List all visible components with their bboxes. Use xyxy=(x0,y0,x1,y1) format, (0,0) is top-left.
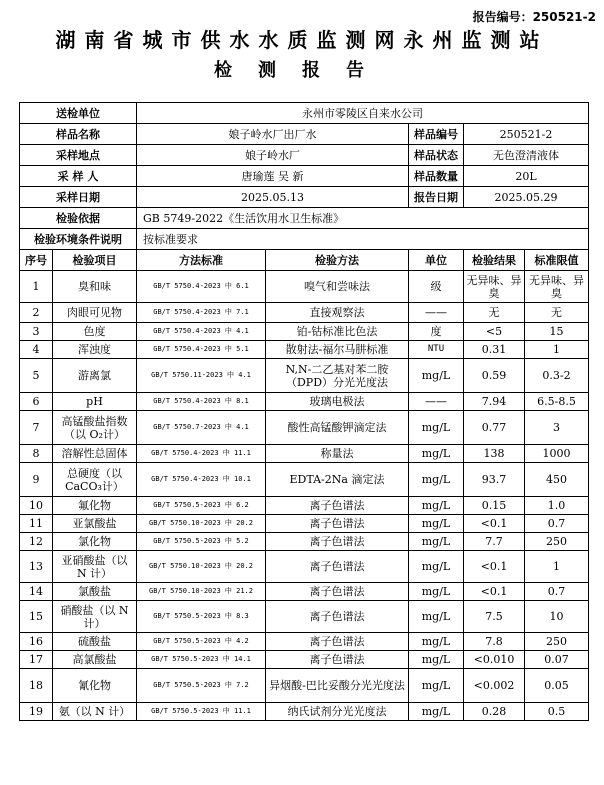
standard-limit: 250 xyxy=(525,633,589,651)
table-row xyxy=(20,551,589,583)
test-item: 氨（以 N 计） xyxy=(53,703,137,721)
report-number: 报告编号：250521-2 xyxy=(472,10,596,24)
standard-limit: 0.3-2 xyxy=(525,359,589,393)
test-method: 离子色谱法 xyxy=(266,651,409,669)
col-header-limit: 标准限值 xyxy=(525,250,589,271)
test-method: 离子色谱法 xyxy=(266,533,409,551)
sampler-value: 唐瑜莲 吴 新 xyxy=(137,166,409,187)
method-standard: GB/T 5750.4-2023 中 10.1 xyxy=(137,463,266,497)
row-number: 6 xyxy=(20,393,53,411)
method-standard: GB/T 5750.10-2023 中 21.2 xyxy=(137,583,266,601)
method-standard: GB/T 5750.4-2023 中 5.1 xyxy=(137,341,266,359)
row-number: 8 xyxy=(20,445,53,463)
env-value: 按标准要求 xyxy=(137,229,589,250)
table-row xyxy=(20,463,589,497)
standard-limit: 3 xyxy=(525,411,589,445)
standard-limit: 6.5-8.5 xyxy=(525,393,589,411)
state-value: 无色澄清液体 xyxy=(464,145,589,166)
unit: mg/L xyxy=(409,651,464,669)
test-result: 0.15 xyxy=(464,497,525,515)
test-result: 无 xyxy=(464,303,525,323)
table-row xyxy=(20,515,589,533)
test-result: 0.59 xyxy=(464,359,525,393)
standard-limit: 无 xyxy=(525,303,589,323)
method-standard: GB/T 5750.4-2023 中 4.1 xyxy=(137,323,266,341)
sample-date-label: 采样日期 xyxy=(20,187,137,208)
method-standard: GB/T 5750.10-2023 中 20.2 xyxy=(137,515,266,533)
basis-value: GB 5749-2022《生活饮用水卫生标准》 xyxy=(137,208,589,229)
method-standard: GB/T 5750.4-2023 中 8.1 xyxy=(137,393,266,411)
unit: —— xyxy=(409,393,464,411)
table-row xyxy=(20,601,589,633)
table-row xyxy=(20,703,589,721)
test-method: 离子色谱法 xyxy=(266,497,409,515)
test-method: 纳氏试剂分光光度法 xyxy=(266,703,409,721)
unit: mg/L xyxy=(409,359,464,393)
test-result: <0.1 xyxy=(464,551,525,583)
standard-limit: 250 xyxy=(525,533,589,551)
table-row xyxy=(20,651,589,669)
state-label: 样品状态 xyxy=(409,145,464,166)
test-item: 色度 xyxy=(53,323,137,341)
standard-limit: 15 xyxy=(525,323,589,341)
standard-limit: 无异味、异臭 xyxy=(525,271,589,303)
table-row xyxy=(20,411,589,445)
standard-limit: 1 xyxy=(525,341,589,359)
row-number: 14 xyxy=(20,583,53,601)
table-row xyxy=(20,633,589,651)
test-method: 异烟酸-巴比妥酸分光光度法 xyxy=(266,669,409,703)
test-result: 0.31 xyxy=(464,341,525,359)
unit: mg/L xyxy=(409,445,464,463)
row-number: 2 xyxy=(20,303,53,323)
method-standard: GB/T 5750.5-2023 中 8.3 xyxy=(137,601,266,633)
method-standard: GB/T 5750.5-2023 中 6.2 xyxy=(137,497,266,515)
table-row xyxy=(20,341,589,359)
row-number: 16 xyxy=(20,633,53,651)
test-item: 氰化物 xyxy=(53,669,137,703)
test-result: 138 xyxy=(464,445,525,463)
test-method: 酸性高锰酸钾滴定法 xyxy=(266,411,409,445)
standard-limit: 10 xyxy=(525,601,589,633)
test-item: 游离氯 xyxy=(53,359,137,393)
test-result: 7.7 xyxy=(464,533,525,551)
test-result: 93.7 xyxy=(464,463,525,497)
row-number: 7 xyxy=(20,411,53,445)
test-method: 离子色谱法 xyxy=(266,601,409,633)
client-label: 送检单位 xyxy=(20,103,137,124)
test-method: 直接观察法 xyxy=(266,303,409,323)
test-item: 浑浊度 xyxy=(53,341,137,359)
test-result: 无异味、异臭 xyxy=(464,271,525,303)
row-number: 3 xyxy=(20,323,53,341)
row-number: 10 xyxy=(20,497,53,515)
col-header-unit: 单位 xyxy=(409,250,464,271)
unit: —— xyxy=(409,303,464,323)
sample-no-value: 250521-2 xyxy=(464,124,589,145)
test-result: <5 xyxy=(464,323,525,341)
test-method: 玻璃电极法 xyxy=(266,393,409,411)
standard-limit: 0.7 xyxy=(525,583,589,601)
test-result: 7.8 xyxy=(464,633,525,651)
method-standard: GB/T 5750.5-2023 中 5.2 xyxy=(137,533,266,551)
method-standard: GB/T 5750.10-2023 中 20.2 xyxy=(137,551,266,583)
method-standard: GB/T 5750.5-2023 中 14.1 xyxy=(137,651,266,669)
result-rows xyxy=(20,271,589,721)
table-row xyxy=(20,271,589,303)
standard-limit: 1 xyxy=(525,551,589,583)
table-row xyxy=(20,445,589,463)
row-number: 9 xyxy=(20,463,53,497)
table-row xyxy=(20,359,589,393)
unit: mg/L xyxy=(409,601,464,633)
location-value: 娘子岭水厂 xyxy=(137,145,409,166)
method-standard: GB/T 5750.4-2023 中 7.1 xyxy=(137,303,266,323)
standard-limit: 0.07 xyxy=(525,651,589,669)
test-item: 溶解性总固体 xyxy=(53,445,137,463)
test-result: <0.010 xyxy=(464,651,525,669)
standard-limit: 0.05 xyxy=(525,669,589,703)
col-header-item: 检验项目 xyxy=(53,250,137,271)
quantity-label: 样品数量 xyxy=(409,166,464,187)
test-result: 0.28 xyxy=(464,703,525,721)
method-standard: GB/T 5750.5-2023 中 7.2 xyxy=(137,669,266,703)
col-header-standard: 方法标准 xyxy=(137,250,266,271)
test-result: 7.5 xyxy=(464,601,525,633)
unit: mg/L xyxy=(409,463,464,497)
quantity-value: 20L xyxy=(464,166,589,187)
test-result: 0.77 xyxy=(464,411,525,445)
method-standard: GB/T 5750.11-2023 中 4.1 xyxy=(137,359,266,393)
table-row xyxy=(20,533,589,551)
unit: mg/L xyxy=(409,411,464,445)
test-item: 总硬度（以 CaCO₃计） xyxy=(53,463,137,497)
basis-label: 检验依据 xyxy=(20,208,137,229)
table-row xyxy=(20,393,589,411)
method-standard: GB/T 5750.5-2023 中 4.2 xyxy=(137,633,266,651)
method-standard: GB/T 5750.5-2023 中 11.1 xyxy=(137,703,266,721)
col-header-no: 序号 xyxy=(20,250,53,271)
test-method: 铂-钴标准比色法 xyxy=(266,323,409,341)
test-item: 硝酸盐（以 N 计） xyxy=(53,601,137,633)
test-result: 7.94 xyxy=(464,393,525,411)
col-header-result: 检验结果 xyxy=(464,250,525,271)
sampler-label: 采 样 人 xyxy=(20,166,137,187)
table-row xyxy=(20,303,589,323)
test-result: <0.002 xyxy=(464,669,525,703)
location-label: 采样地点 xyxy=(20,145,137,166)
sample-name-value: 娘子岭水厂出厂水 xyxy=(137,124,409,145)
client-value: 永州市零陵区自来水公司 xyxy=(137,103,589,124)
unit: mg/L xyxy=(409,669,464,703)
row-number: 17 xyxy=(20,651,53,669)
test-result: <0.1 xyxy=(464,583,525,601)
test-item: 臭和味 xyxy=(53,271,137,303)
unit: mg/L xyxy=(409,515,464,533)
test-method: 离子色谱法 xyxy=(266,515,409,533)
standard-limit: 1000 xyxy=(525,445,589,463)
test-method: EDTA-2Na 滴定法 xyxy=(266,463,409,497)
unit: mg/L xyxy=(409,533,464,551)
unit: 度 xyxy=(409,323,464,341)
method-standard: GB/T 5750.7-2023 中 4.1 xyxy=(137,411,266,445)
report-title: 湖南省城市供水水质监测网永州监测站 xyxy=(55,28,549,52)
unit: mg/L xyxy=(409,633,464,651)
table-row xyxy=(20,669,589,703)
test-item: 肉眼可见物 xyxy=(53,303,137,323)
test-item: 亚氯酸盐 xyxy=(53,515,137,533)
report-subtitle: 检测报告 xyxy=(214,60,390,81)
table-row xyxy=(20,323,589,341)
standard-limit: 0.5 xyxy=(525,703,589,721)
unit: mg/L xyxy=(409,551,464,583)
test-item: 高氯酸盐 xyxy=(53,651,137,669)
test-item: 氟化物 xyxy=(53,497,137,515)
test-item: 亚硝酸盐（以 N 计） xyxy=(53,551,137,583)
row-number: 1 xyxy=(20,271,53,303)
test-item: 氯化物 xyxy=(53,533,137,551)
col-header-method: 检验方法 xyxy=(266,250,409,271)
test-method: 称量法 xyxy=(266,445,409,463)
test-method: N,N-二乙基对苯二胺（DPD）分光光度法 xyxy=(266,359,409,393)
row-number: 13 xyxy=(20,551,53,583)
row-number: 15 xyxy=(20,601,53,633)
sample-no-label: 样品编号 xyxy=(409,124,464,145)
test-item: pH xyxy=(53,393,137,411)
row-number: 19 xyxy=(20,703,53,721)
standard-limit: 450 xyxy=(525,463,589,497)
test-item: 硫酸盐 xyxy=(53,633,137,651)
test-result: <0.1 xyxy=(464,515,525,533)
report-table xyxy=(19,102,589,721)
table-row xyxy=(20,497,589,515)
method-standard: GB/T 5750.4-2023 中 6.1 xyxy=(137,271,266,303)
row-number: 11 xyxy=(20,515,53,533)
report-date-value: 2025.05.29 xyxy=(464,187,589,208)
sample-name-label: 样品名称 xyxy=(20,124,137,145)
row-number: 12 xyxy=(20,533,53,551)
standard-limit: 0.7 xyxy=(525,515,589,533)
table-row xyxy=(20,583,589,601)
standard-limit: 1.0 xyxy=(525,497,589,515)
test-method: 散射法-福尔马肼标准 xyxy=(266,341,409,359)
unit: mg/L xyxy=(409,497,464,515)
test-item: 氯酸盐 xyxy=(53,583,137,601)
test-method: 离子色谱法 xyxy=(266,633,409,651)
unit: mg/L xyxy=(409,703,464,721)
method-standard: GB/T 5750.4-2023 中 11.1 xyxy=(137,445,266,463)
test-method: 嗅气和尝味法 xyxy=(266,271,409,303)
unit: 级 xyxy=(409,271,464,303)
row-number: 4 xyxy=(20,341,53,359)
row-number: 5 xyxy=(20,359,53,393)
test-method: 离子色谱法 xyxy=(266,551,409,583)
env-label: 检验环境条件说明 xyxy=(20,229,137,250)
test-method: 离子色谱法 xyxy=(266,583,409,601)
test-item: 高锰酸盐指数（以 O₂计） xyxy=(53,411,137,445)
unit: NTU xyxy=(409,341,464,359)
row-number: 18 xyxy=(20,669,53,703)
report-date-label: 报告日期 xyxy=(409,187,464,208)
unit: mg/L xyxy=(409,583,464,601)
sample-date-value: 2025.05.13 xyxy=(137,187,409,208)
